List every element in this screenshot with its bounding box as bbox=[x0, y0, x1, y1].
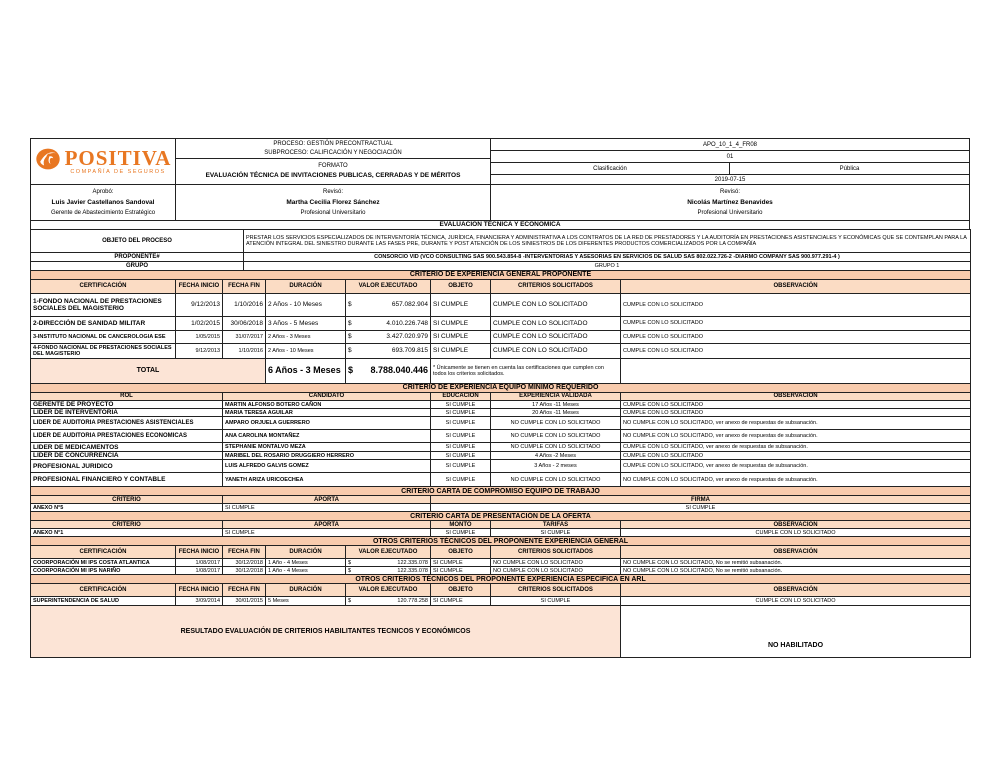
cell-objeto: SI CUMPLE bbox=[431, 294, 491, 317]
currency-symbol: $ bbox=[348, 347, 352, 355]
cell-observacion: CUMPLE CON LO SOLICITADO bbox=[621, 597, 971, 606]
cell-objeto: SI CUMPLE bbox=[431, 567, 491, 575]
col-header-criterio: CRITERIO bbox=[31, 521, 223, 529]
cell-rol: PROFESIONAL JURIDICO bbox=[31, 460, 223, 473]
col-header-objeto: OBJETO bbox=[431, 546, 491, 559]
section-title-presentacion: CRITERIO CARTA DE PRESENTACIÓN DE LA OFERTA bbox=[31, 512, 971, 521]
col-header-monto: MONTO bbox=[431, 521, 491, 529]
cell-candidato: YANETH ARIZA URICOECHEA bbox=[223, 473, 431, 487]
table-row bbox=[31, 331, 971, 344]
total-row bbox=[31, 359, 971, 384]
logo-cell bbox=[31, 139, 176, 184]
cell-candidato: STEPHANIE MONTALVO MEZA bbox=[223, 443, 431, 452]
cell-objeto: SI CUMPLE bbox=[431, 344, 491, 359]
col-header-firma: FIRMA bbox=[431, 496, 971, 504]
col-header-fecha-inicio: FECHA INICIO bbox=[176, 584, 223, 597]
cell-candidato: MARIBEL DEL ROSARIO DRUGGIERO HERRERO bbox=[223, 452, 431, 460]
cell-fecha-inicio: 1/02/2015 bbox=[176, 317, 223, 331]
table-row bbox=[31, 401, 971, 409]
cell-duracion: 3 Años - 5 Meses bbox=[266, 317, 346, 331]
cell-educacion: SI CUMPLE bbox=[431, 443, 491, 452]
col-header-observacion: OBSERVACIÓN bbox=[621, 584, 971, 597]
valor-amount: 3.427.020.979 bbox=[386, 333, 428, 341]
cell-cert: SUPERINTENDENCIA DE SALUD bbox=[31, 597, 176, 606]
cell-observacion: NO CUMPLE CON LO SOLICITADO, ver anexo de respuestas de subsanación. bbox=[621, 417, 971, 430]
col-header-criterios: CRITERIOS SOLICITADOS bbox=[491, 584, 621, 597]
positiva-logo-icon bbox=[35, 146, 61, 177]
cell-fecha-inicio: 1/05/2015 bbox=[176, 331, 223, 344]
cell-criterios: NO CUMPLE CON LO SOLICITADO bbox=[491, 567, 621, 575]
header-center bbox=[176, 139, 491, 184]
table-row bbox=[31, 409, 971, 417]
cell-fecha-fin: 30/01/2015 bbox=[223, 597, 266, 606]
cell-rol: LIDER DE CONCURRENCIA bbox=[31, 452, 223, 460]
approved-label: Aprobó: bbox=[92, 188, 114, 195]
cell-experiencia: NO CUMPLE CON LO SOLICITADO bbox=[491, 473, 621, 487]
valor-amount: 693.709.815 bbox=[391, 347, 428, 355]
col-header-fecha-fin: FECHA FIN bbox=[223, 546, 266, 559]
cell-valor bbox=[346, 331, 431, 344]
cell-cert: 1-FONDO NACIONAL DE PRESTACIONES SOCIALES DEL MAGISTERIO bbox=[31, 294, 176, 317]
evaluation-sheet bbox=[30, 138, 970, 658]
process-cell bbox=[176, 139, 490, 159]
cell-valor bbox=[346, 559, 431, 567]
classification-value: Pública bbox=[839, 165, 860, 172]
cell-observacion: CUMPLE CON LO SOLICITADO, ver anexo de respuestas de subsanación. bbox=[621, 443, 971, 452]
section-title-otros-general: OTROS CRITERIOS TÉCNICOS DEL PROPONENTE EXPERIENCIA GENERAL bbox=[31, 537, 971, 546]
cell-criterios: SI CUMPLE bbox=[491, 597, 621, 606]
approved-role: Gerente de Abastecimiento Estratégico bbox=[50, 210, 156, 217]
col-header-fecha-inicio: FECHA INICIO bbox=[176, 280, 223, 294]
cell-rol: LIDER DE AUDITORIA PRESTACIONES ASISTENCIALES bbox=[31, 417, 223, 430]
reviewed2-role: Profesional Universitario bbox=[697, 210, 763, 217]
section-title-equipo: CRITERIO DE EXPERIENCIA EQUIPO MINIMO REQUERIDO bbox=[31, 384, 971, 393]
grupo-value: GRUPO 1 bbox=[244, 262, 971, 271]
cell-valor bbox=[346, 344, 431, 359]
cell-cert: 2-DIRECCIÓN DE SANIDAD MILITAR bbox=[31, 317, 176, 331]
section-title-otros-arl: OTROS CRITERIOS TÉCNICOS DEL PROPONENTE EXPERIENCIA ESPECIFICA EN ARL bbox=[31, 575, 971, 584]
cell-observacion: CUMPLE CON LO SOLICITADO bbox=[621, 317, 971, 331]
cell-rol: LIDER DE AUDITORIA PRESTACIONES ECONOMICAS bbox=[31, 430, 223, 443]
header-right bbox=[491, 139, 969, 184]
reviewed1-cell bbox=[176, 185, 491, 220]
cell-experiencia: NO CUMPLE CON LO SOLICITADO bbox=[491, 417, 621, 430]
cell-rol: GERENTE DE PROYECTO bbox=[31, 401, 223, 409]
cell-observacion: NO CUMPLE CON LO SOLICITADO, ver anexo de respuestas de subsanación. bbox=[621, 473, 971, 487]
eval-band-title: EVALUACIÓN TÉCNICA Y ECONÓMICA bbox=[31, 221, 970, 230]
section-title-exp-general: CRITERIO DE EXPERIENCIA GENERAL PROPONENTE bbox=[31, 271, 971, 280]
table-row bbox=[31, 430, 971, 443]
cell-fecha-inicio: 3/09/2014 bbox=[176, 597, 223, 606]
approvers-row bbox=[30, 184, 970, 221]
cell-criterios: NO CUMPLE CON LO SOLICITADO bbox=[491, 559, 621, 567]
cell-fecha-inicio: 1/08/2017 bbox=[176, 559, 223, 567]
cell-educacion: SI CUMPLE bbox=[431, 417, 491, 430]
resultado-label: RESULTADO EVALUACIÓN DE CRITERIOS HABILITANTES TECNICOS Y ECONÓMICOS bbox=[31, 606, 621, 658]
table-row bbox=[31, 443, 971, 452]
col-header-observacion: OBSERVACIÓN bbox=[621, 393, 971, 401]
col-header-duracion: DURACIÓN bbox=[266, 584, 346, 597]
col-header-certificacion: CERTIFICACIÓN bbox=[31, 546, 176, 559]
cell-fecha-fin: 30/12/2018 bbox=[223, 567, 266, 575]
col-header-valor: VALOR EJECUTADO bbox=[346, 584, 431, 597]
currency-symbol: $ bbox=[348, 559, 352, 566]
cell-duracion: 1 Año - 4 Meses bbox=[266, 559, 346, 567]
cell-educacion: SI CUMPLE bbox=[431, 452, 491, 460]
total-amount: 8.788.040.446 bbox=[370, 365, 428, 376]
col-header-certificacion: CERTIFICACIÓN bbox=[31, 584, 176, 597]
grupo-label: GRUPO bbox=[31, 262, 244, 271]
cell-rol: PROFESIONAL FINANCIERO Y CONTABLE bbox=[31, 473, 223, 487]
valor-amount: 122.335.078 bbox=[397, 559, 428, 566]
table-row bbox=[31, 452, 971, 460]
col-header-duracion: DURACIÓN bbox=[266, 546, 346, 559]
proponente-label: PROPONENTE# bbox=[31, 253, 244, 262]
objeto-label: OBJETO DEL PROCESO bbox=[31, 230, 244, 253]
currency-symbol: $ bbox=[348, 319, 352, 327]
cell-aporta: SI CUMPLE bbox=[223, 529, 431, 537]
cell-experiencia: 3 Años - 2 meses bbox=[491, 460, 621, 473]
document-date: 2019-07-15 bbox=[714, 176, 746, 183]
col-header-valor: VALOR EJECUTADO bbox=[346, 280, 431, 294]
cell-observacion: CUMPLE CON LO SOLICITADO bbox=[621, 409, 971, 417]
cell-experiencia: NO CUMPLE CON LO SOLICITADO bbox=[491, 443, 621, 452]
total-duracion: 6 Años - 3 Meses bbox=[266, 359, 346, 384]
cell-fecha-fin: 30/12/2018 bbox=[223, 559, 266, 567]
cell-observacion: NO CUMPLE CON LO SOLICITADO, No se remitió subsanación. bbox=[621, 559, 971, 567]
cell-candidato: AMPARO ORJUELA GUERRERO bbox=[223, 417, 431, 430]
col-header-observacion: OBSERVACIÓN bbox=[621, 546, 971, 559]
resultado-value: NO HABILITADO bbox=[621, 606, 971, 658]
cell-observacion: CUMPLE CON LO SOLICITADO bbox=[621, 452, 971, 460]
cell-candidato: ANA CAROLINA MONTAÑEZ bbox=[223, 430, 431, 443]
cell-educacion: SI CUMPLE bbox=[431, 409, 491, 417]
process-line: PROCESO: GESTIÓN PRECONTRACTUAL bbox=[273, 140, 393, 147]
cell-tarifas: SI CUMPLE bbox=[491, 529, 621, 537]
currency-symbol: $ bbox=[348, 365, 354, 376]
cell-valor bbox=[346, 294, 431, 317]
reviewed1-label: Revisó: bbox=[322, 188, 343, 195]
reviewed2-cell bbox=[491, 185, 969, 220]
col-header-duracion: DURACIÓN bbox=[266, 280, 346, 294]
valor-amount: 122.335.078 bbox=[397, 567, 428, 574]
col-header-experiencia: EXPERIENCIA VALIDADA bbox=[491, 393, 621, 401]
otros-generales-table bbox=[30, 536, 971, 575]
cell-objeto: SI CUMPLE bbox=[431, 597, 491, 606]
total-nota: * Únicamente se tienen en cuenta las certificaciones que cumplen con todos los criterios solicitados. bbox=[431, 359, 621, 384]
col-header-aporta: APORTA bbox=[223, 521, 431, 529]
cell-criterios: CUMPLE CON LO SOLICITADO bbox=[491, 294, 621, 317]
cell-objeto: SI CUMPLE bbox=[431, 317, 491, 331]
cell-observacion: NO CUMPLE CON LO SOLICITADO, No se remitió subsanación. bbox=[621, 567, 971, 575]
valor-amount: 657.082.904 bbox=[391, 301, 428, 309]
cell-fecha-fin: 1/10/2016 bbox=[223, 344, 266, 359]
cell-observacion: CUMPLE CON LO SOLICITADO bbox=[621, 344, 971, 359]
table-row bbox=[31, 473, 971, 487]
cell-candidato: MARTIN ALFONSO BOTERO CAÑON bbox=[223, 401, 431, 409]
format-label: FORMATO bbox=[318, 162, 348, 169]
reviewed1-role: Profesional Universitario bbox=[300, 210, 366, 217]
carta-compromiso-table bbox=[30, 486, 971, 512]
cell-criterio: ANEXO N°5 bbox=[31, 504, 223, 512]
cell-experiencia: NO CUMPLE CON LO SOLICITADO bbox=[491, 430, 621, 443]
cell-duracion: 2 Años - 10 Meses bbox=[266, 294, 346, 317]
brand-name: POSITIVA bbox=[64, 145, 172, 170]
total-label: TOTAL bbox=[31, 359, 266, 384]
cell-observacion: CUMPLE CON LO SOLICITADO, ver anexo de respuestas de subsanación. bbox=[621, 460, 971, 473]
cell-cert: 3-INSTITUTO NACIONAL DE CANCEROLOGIA ESE bbox=[31, 331, 176, 344]
col-header-valor: VALOR EJECUTADO bbox=[346, 546, 431, 559]
resultado-table bbox=[30, 605, 971, 658]
cell-criterio: ANEXO N°1 bbox=[31, 529, 223, 537]
currency-symbol: $ bbox=[348, 301, 352, 309]
cell-cert: COORPORACIÓN MI IPS NARIÑO bbox=[31, 567, 176, 575]
col-header-observacion: OBSERVACIÓN bbox=[621, 280, 971, 294]
cell-duracion: 2 Años - 10 Meses bbox=[266, 344, 346, 359]
experiencia-general-table bbox=[30, 270, 971, 384]
approved-by-cell bbox=[31, 185, 176, 220]
cell-candidato: LUIS ALFREDO GALVIS GOMEZ bbox=[223, 460, 431, 473]
table-row bbox=[31, 460, 971, 473]
cell-duracion: 1 Año - 4 Meses bbox=[266, 567, 346, 575]
table-row bbox=[31, 344, 971, 359]
cell-rol: LIDER DE INTERVENTORIA bbox=[31, 409, 223, 417]
total-valor bbox=[346, 359, 431, 384]
col-header-fecha-fin: FECHA FIN bbox=[223, 584, 266, 597]
approved-name: Luis Javier Castellanos Sandoval bbox=[51, 198, 155, 206]
cell-observacion: CUMPLE CON LO SOLICITADO bbox=[621, 401, 971, 409]
col-header-criterios: CRITERIOS SOLICITADOS bbox=[491, 546, 621, 559]
proponente-value: CONSORCIO VID (VCO CONSULTING SAS 900.543.854-8 -INTERVENTORIAS Y ASESORIAS EN SERVICIOS DE SALUD SAS 802.022.726-2 -DIARMO COMPANY SAS 900.977.291-4 ) bbox=[244, 253, 971, 262]
table-row bbox=[31, 294, 971, 317]
cell-observacion: CUMPLE CON LO SOLICITADO bbox=[621, 331, 971, 344]
classification-row bbox=[491, 163, 969, 175]
cell-fecha-fin: 1/10/2016 bbox=[223, 294, 266, 317]
table-row bbox=[31, 317, 971, 331]
cell-objeto: SI CUMPLE bbox=[431, 559, 491, 567]
cell-fecha-inicio: 1/08/2017 bbox=[176, 567, 223, 575]
cell-cert: 4-FONDO NACIONAL DE PRESTACIONES SOCIALES DEL MAGISTERIO bbox=[31, 344, 176, 359]
cell-objeto: SI CUMPLE bbox=[431, 331, 491, 344]
col-header-fecha-inicio: FECHA INICIO bbox=[176, 546, 223, 559]
format-cell bbox=[176, 159, 490, 184]
valor-amount: 120.778.258 bbox=[397, 598, 428, 605]
col-header-fecha-fin: FECHA FIN bbox=[223, 280, 266, 294]
cell-fecha-fin: 30/06/2018 bbox=[223, 317, 266, 331]
cell-educacion: SI CUMPLE bbox=[431, 401, 491, 409]
total-obs-empty bbox=[621, 359, 971, 384]
equipo-minimo-table bbox=[30, 383, 971, 487]
cell-experiencia: 17 Años -11 Meses bbox=[491, 401, 621, 409]
logo-wordmark bbox=[64, 145, 172, 176]
cell-observacion: CUMPLE CON LO SOLICITADO bbox=[621, 529, 971, 537]
col-header-educacion: EDUCACIÓN bbox=[431, 393, 491, 401]
cell-criterios: CUMPLE CON LO SOLICITADO bbox=[491, 344, 621, 359]
cell-observacion: NO CUMPLE CON LO SOLICITADO, ver anexo de respuestas de subsanación. bbox=[621, 430, 971, 443]
cell-educacion: SI CUMPLE bbox=[431, 460, 491, 473]
otros-arl-table bbox=[30, 574, 971, 606]
cell-criterios: CUMPLE CON LO SOLICITADO bbox=[491, 317, 621, 331]
reviewed2-label: Revisó: bbox=[719, 188, 740, 195]
currency-symbol: $ bbox=[348, 333, 352, 341]
subprocess-line: SUBPROCESO: CALIFICACIÓN Y NEGOCIACIÓN bbox=[264, 149, 402, 156]
col-header-candidato: CANDIDATO bbox=[223, 393, 431, 401]
cell-fecha-inicio: 9/12/2013 bbox=[176, 294, 223, 317]
document-code: APO_10_1_4_FR08 bbox=[491, 139, 969, 151]
carta-presentacion-table bbox=[30, 511, 971, 537]
classification-label: Clasificación bbox=[491, 163, 730, 174]
currency-symbol: $ bbox=[348, 598, 352, 605]
sheet-header bbox=[30, 138, 970, 185]
cell-candidato: MARIA TERESA AGUILAR bbox=[223, 409, 431, 417]
col-header-criterios: CRITERIOS SOLICITADOS bbox=[491, 280, 621, 294]
cell-aporta: SI CUMPLE bbox=[223, 504, 431, 512]
cell-valor bbox=[346, 317, 431, 331]
col-header-objeto: OBJETO bbox=[431, 280, 491, 294]
cell-experiencia: 20 Años -11 Meses bbox=[491, 409, 621, 417]
col-header-tarifas: TARIFAS bbox=[491, 521, 621, 529]
cell-experiencia: 4 Años -2 Meses bbox=[491, 452, 621, 460]
valor-amount: 4.010.226.748 bbox=[386, 319, 428, 327]
cell-educacion: SI CUMPLE bbox=[431, 430, 491, 443]
cell-cert: COORPORACIÓN MI IPS COSTA ATLANTICA bbox=[31, 559, 176, 567]
table-row bbox=[31, 417, 971, 430]
reviewed1-name: Martha Cecilia Florez Sánchez bbox=[286, 198, 380, 206]
col-header-objeto: OBJETO bbox=[431, 584, 491, 597]
table-row bbox=[31, 559, 971, 567]
brand-tagline: COMPAÑÍA DE SEGUROS bbox=[70, 168, 166, 175]
cell-monto: SI CUMPLE bbox=[431, 529, 491, 537]
objeto-text: PRESTAR LOS SERVICIOS ESPECIALIZADOS DE INTERVENTORÍA TÉCNICA, JURÍDICA, FINANCIERA Y ADMINISTRATIVA A LOS CONTRATOS DE LA RED DE PRESTADORES Y LA AUDITORÍA EN PRESTACIONES ASISTENCIALES Y ECONÓMICAS QUE SE CONTEMPLAN PARA LA ATENCIÓN INTEGRAL DEL SINIESTRO DURANTE LAS FASES PRE, DURANTE Y POST ATENCIÓN DE LOS SINIESTROS DE LOS DIFERENTES PRODUCTOS COMERCIALIZADOS POR LA COMPAÑÍA bbox=[244, 230, 971, 253]
cell-rol: LIDER DE MEDICAMENTOS bbox=[31, 443, 223, 452]
cell-educacion: SI CUMPLE bbox=[431, 473, 491, 487]
col-header-observacion: OBSERVACIÓN bbox=[621, 521, 971, 529]
section-title-compromiso: CRITERIO CARTA DE COMPROMISO EQUIPO DE TRABAJO bbox=[31, 487, 971, 496]
col-header-aporta: APORTA bbox=[223, 496, 431, 504]
cell-duracion: 5 Meses bbox=[266, 597, 346, 606]
col-header-criterio: CRITERIO bbox=[31, 496, 223, 504]
cell-criterios: CUMPLE CON LO SOLICITADO bbox=[491, 331, 621, 344]
col-header-certificacion: CERTIFICACIÓN bbox=[31, 280, 176, 294]
cell-observacion: CUMPLE CON LO SOLICITADO bbox=[621, 294, 971, 317]
cell-fecha-fin: 31/07/2017 bbox=[223, 331, 266, 344]
document-version: 01 bbox=[491, 151, 969, 163]
currency-symbol: $ bbox=[348, 567, 352, 574]
reviewed2-name: Nicolás Martínez Benavides bbox=[687, 198, 773, 206]
cell-fecha-inicio: 9/12/2013 bbox=[176, 344, 223, 359]
cell-duracion: 2 Años - 3 Meses bbox=[266, 331, 346, 344]
col-header-rol: ROL bbox=[31, 393, 223, 401]
format-title: EVALUACIÓN TÉCNICA DE INVITACIONES PUBLICAS, CERRADAS Y DE MÉRITOS bbox=[205, 172, 461, 180]
meta-table bbox=[30, 229, 971, 271]
cell-firma: SI CUMPLE bbox=[431, 504, 971, 512]
